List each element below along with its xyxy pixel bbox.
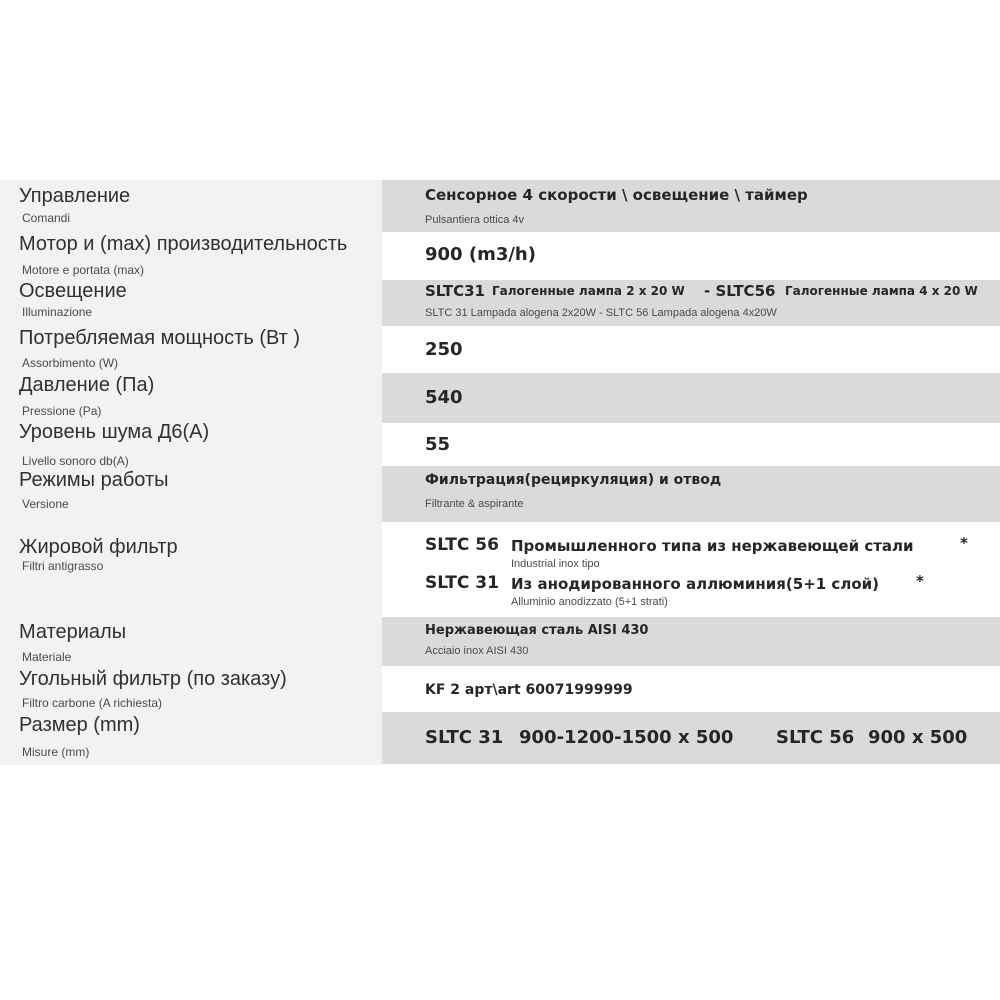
label-grease-filter: Жировой фильтр <box>19 536 178 558</box>
label-materials-it: Materiale <box>22 650 72 664</box>
label-motor-it: Motore e portata (max) <box>22 263 145 277</box>
value-materials-sub: Acciaio inox AISI 430 <box>425 645 529 657</box>
value-lighting-separator: - SLTC56 <box>704 282 776 300</box>
value-size-model-a: SLTC 31 <box>425 727 504 748</box>
label-pressure-it: Pressione (Pa) <box>22 404 102 418</box>
row-band-pressure <box>382 373 1000 423</box>
value-grease-line2-model: SLTC 31 <box>425 573 499 593</box>
value-lighting-sub: SLTC 31 Lampada alogena 2x20W - SLTC 56 Lampada alogena 4x20W <box>425 307 777 319</box>
value-grease-line2-text: Из анодированного аллюминия(5+1 слой) <box>511 575 879 593</box>
value-grease-line1-mark: * <box>960 534 968 552</box>
value-lighting-text-b: Галогенные лампа 4 x 20 W <box>785 284 978 298</box>
value-carbon-filter: KF 2 арт\art 60071999999 <box>425 682 633 698</box>
label-grease-filter-it: Filtri antigrasso <box>22 559 104 573</box>
value-modes-sub: Filtrante & aspirante <box>425 498 524 510</box>
label-noise: Уровень шума Д6(А) <box>19 421 210 443</box>
value-grease-line2-sub: Alluminio anodizzato (5+1 strati) <box>511 596 668 608</box>
value-controls: Сенсорное 4 скорости \ освещение \ таймер <box>425 186 808 204</box>
label-lighting: Освещение <box>19 280 127 302</box>
label-lighting-it: Illuminazione <box>22 305 93 319</box>
value-grease-line1-model: SLTC 56 <box>425 535 499 555</box>
label-motor: Мотор и (max) производительность <box>19 233 348 255</box>
value-motor: 900 (m3/h) <box>425 244 536 265</box>
label-modes: Режимы работы <box>19 469 169 491</box>
label-controls-it: Comandi <box>22 211 71 225</box>
label-size-it: Misure (mm) <box>22 745 90 759</box>
value-power: 250 <box>425 339 463 360</box>
value-noise: 55 <box>425 434 451 455</box>
value-size-a: 900-1200-1500 x 500 <box>519 727 734 748</box>
value-size-model-b: SLTC 56 <box>776 727 855 748</box>
value-modes: Фильтрация(рециркуляция) и отвод <box>425 472 722 488</box>
value-pressure: 540 <box>425 387 463 408</box>
label-modes-it: Versione <box>22 497 69 511</box>
label-noise-it: Livello sonoro db(A) <box>22 454 129 468</box>
value-materials: Нержавеющая сталь AISI 430 <box>425 623 649 638</box>
value-lighting-model-a: SLTC31 <box>425 282 485 300</box>
value-controls-sub: Pulsantiera ottica 4v <box>425 214 525 226</box>
label-pressure: Давление (Па) <box>19 374 155 396</box>
value-size-b: 900 x 500 <box>868 727 968 748</box>
value-grease-line2-mark: * <box>916 572 924 590</box>
label-power-it: Assorbimento (W) <box>22 356 119 370</box>
label-carbon-filter: Угольный фильтр (по заказу) <box>19 668 287 690</box>
value-grease-line1-text: Промышленного типа из нержавеющей стали <box>511 537 914 555</box>
label-materials: Материалы <box>19 621 127 643</box>
label-controls: Управление <box>19 185 131 207</box>
label-size: Размер (mm) <box>19 714 140 736</box>
value-grease-line1-sub: Industrial inox tipo <box>511 558 600 570</box>
label-carbon-filter-it: Filtro carbone (A richiesta) <box>22 696 163 710</box>
value-lighting-text-a: Галогенные лампа 2 x 20 W <box>492 284 685 298</box>
label-power: Потребляемая мощность (Вт ) <box>19 327 301 349</box>
